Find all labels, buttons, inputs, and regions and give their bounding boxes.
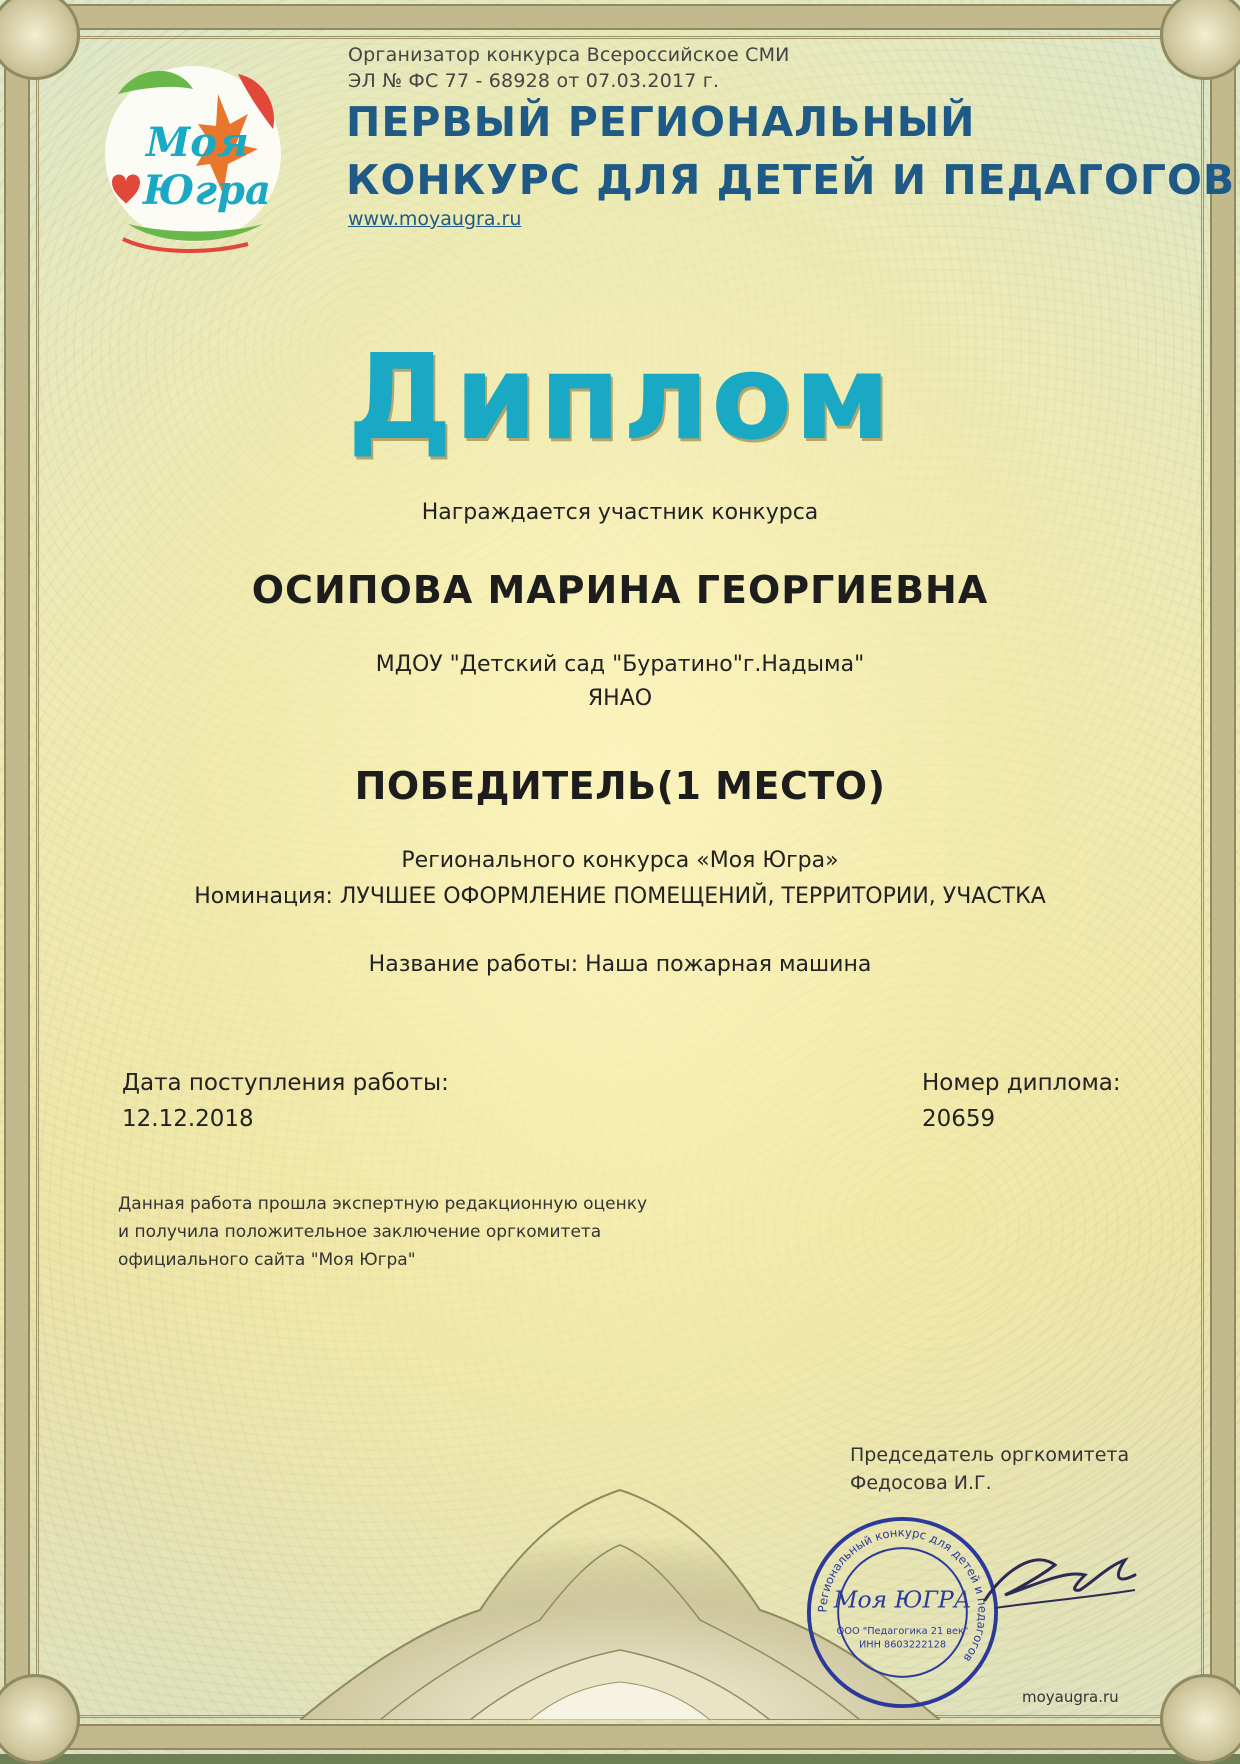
contest-name: Регионального конкурса «Моя Югра»	[401, 848, 839, 873]
logo-text-bottom: Югра	[143, 167, 271, 214]
institution-line-2: ЯНАО	[587, 686, 653, 711]
signature-mark	[975, 1530, 1145, 1620]
organizer-line-1: Организатор конкурса Всероссийское СМИ	[348, 44, 790, 66]
corner-ornament-bottom-right	[1160, 1674, 1240, 1764]
stamp-line-1: ООО "Педагогика 21 век"	[836, 1625, 969, 1637]
diploma-number-label: Номер диплома:	[922, 1070, 1121, 1096]
note-line-2: и получила положительное заключение оргкомитета	[118, 1222, 602, 1242]
corner-ornament-top-left	[0, 0, 80, 80]
institution-line-1: МДОУ "Детский сад "Буратино"г.Надыма"	[375, 652, 865, 677]
moya-yugra-logo	[98, 54, 288, 254]
chair-role: Председатель оргкомитета	[850, 1444, 1130, 1466]
organizer-line-2: ЭЛ № ФС 77 - 68928 от 07.03.2017 г.	[348, 70, 720, 92]
stamp-line-2: ИНН 8603222128	[858, 1639, 947, 1651]
logo-text-top: Моя	[146, 119, 249, 166]
chair-name: Федосова И.Г.	[850, 1472, 992, 1494]
diploma-title: Диплом	[347, 328, 893, 466]
date-label: Дата поступления работы:	[122, 1070, 449, 1096]
website-link[interactable]: www.moyaugra.ru	[348, 208, 522, 230]
date-value: 12.12.2018	[122, 1106, 254, 1132]
note-line-1: Данная работа прошла экспертную редакционную оценку	[118, 1194, 648, 1214]
note-line-3: официального сайта "Моя Югра"	[118, 1250, 416, 1270]
nomination: Номинация: ЛУЧШЕЕ ОФОРМЛЕНИЕ ПОМЕЩЕНИЙ, ТЕРРИТОРИИ, УЧАСТКА	[194, 884, 1046, 909]
recipient-name: ОСИПОВА МАРИНА ГЕОРГИЕВНА	[251, 568, 989, 612]
headline-line-2: КОНКУРС ДЛЯ ДЕТЕЙ И ПЕДАГОГОВ	[346, 156, 1236, 204]
corner-ornament-top-right	[1160, 0, 1240, 80]
headline-line-1: ПЕРВЫЙ РЕГИОНАЛЬНЫЙ	[346, 98, 976, 146]
stamp-site-text: moyaugra.ru	[1022, 1688, 1119, 1706]
stamp-center-text: Моя ЮГРА	[833, 1585, 972, 1614]
awarded-text: Награждается участник конкурса	[421, 500, 819, 525]
work-title: Название работы: Наша пожарная машина	[368, 952, 872, 977]
stamp-ring-text: Региональный конкурс для детей и педагогов	[815, 1525, 990, 1665]
official-stamp	[805, 1515, 1000, 1710]
corner-ornament-bottom-left	[0, 1674, 80, 1764]
diploma-number-value: 20659	[922, 1106, 996, 1132]
place-award: ПОБЕДИТЕЛЬ(1 МЕСТО)	[354, 764, 886, 808]
